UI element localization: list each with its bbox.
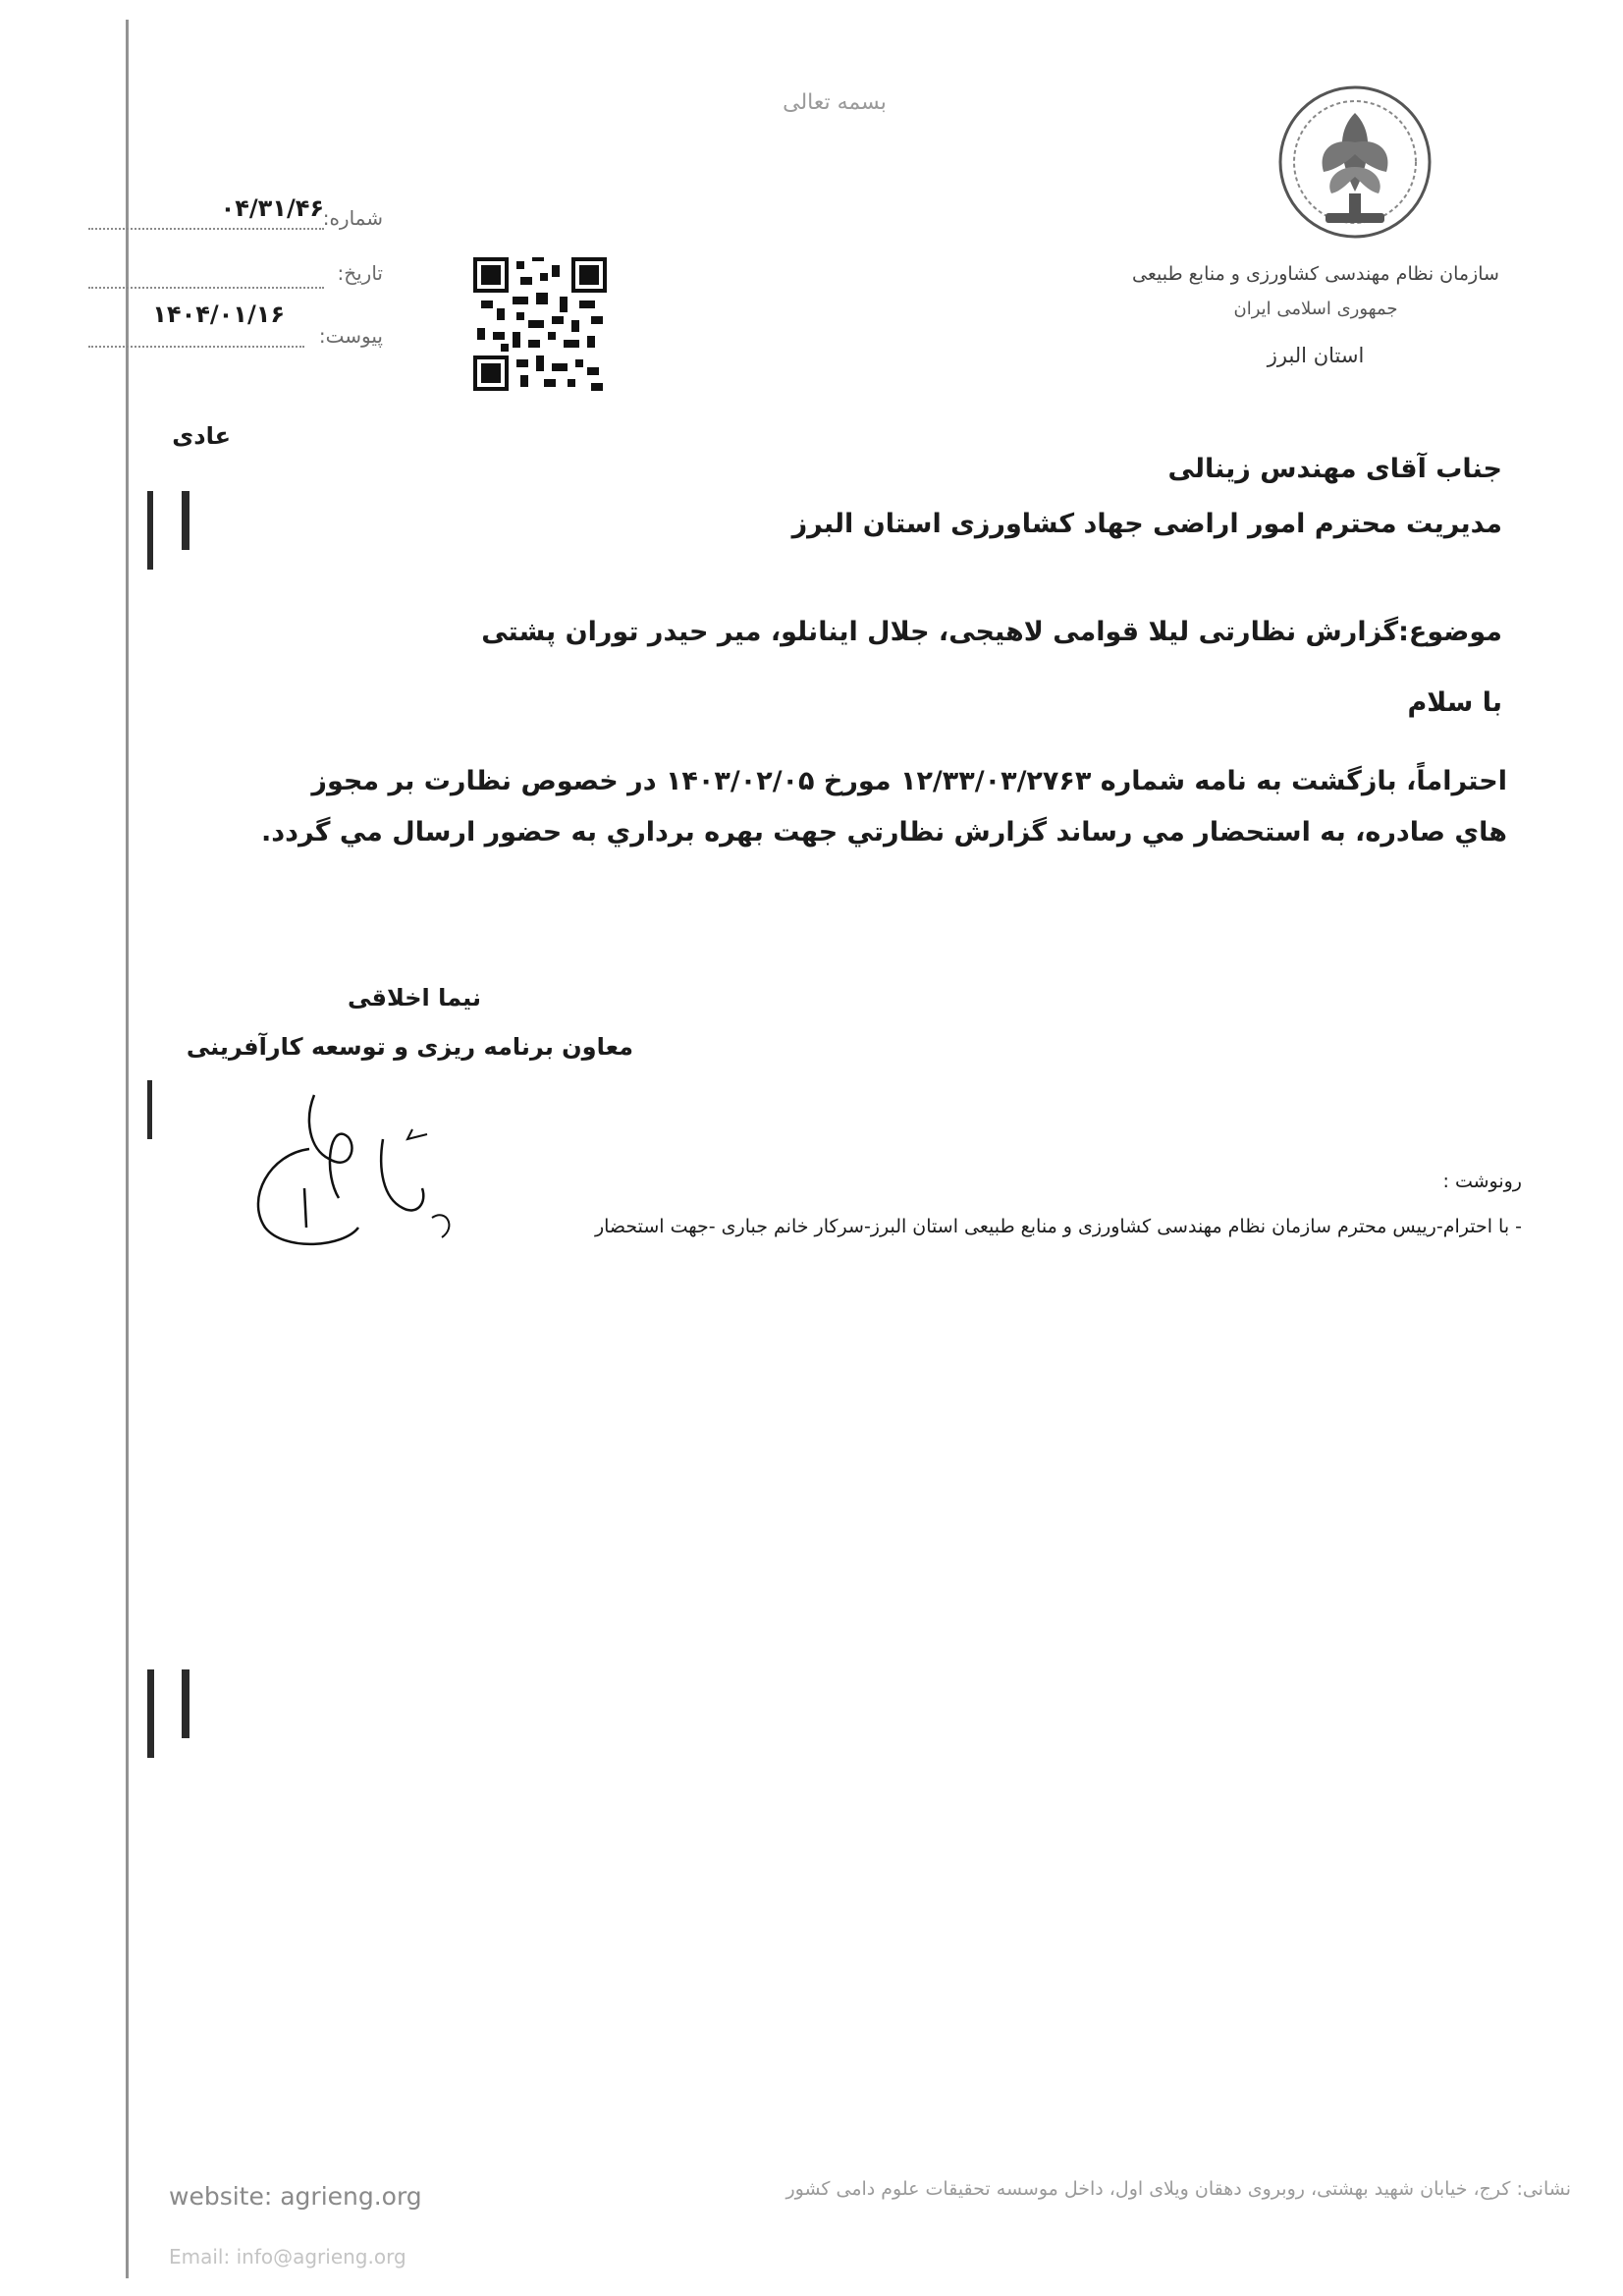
number-line bbox=[88, 228, 324, 230]
addressee-line2: مدیریت محترم امور اراضی جهاد کشاورزی استان البرز bbox=[791, 509, 1502, 539]
org-name-line1: سازمان نظام مهندسی کشاورزی و منابع طبیعی bbox=[1132, 263, 1499, 285]
number-label: شماره: bbox=[322, 206, 383, 230]
body-line2: هاي صادره، به استحضار مي رساند گزارش نظارتي جهت بهره برداري به حضور ارسال مي گردد. bbox=[261, 817, 1507, 847]
scan-artifact-left-3 bbox=[182, 491, 189, 550]
footer-address: نشانی: کرج، خیابان شهید بهشتی، روبروی دهقان ویلای اول، داخل موسسه تحقیقات علوم دامی کشور bbox=[785, 2178, 1571, 2200]
qr-code-icon bbox=[473, 257, 607, 391]
scan-artifact-left bbox=[126, 20, 129, 2278]
addressee-line1: جناب آقای مهندس زینالی bbox=[1167, 454, 1502, 484]
handwritten-signature bbox=[236, 1080, 471, 1277]
greeting: با سلام bbox=[1407, 687, 1502, 718]
date-line bbox=[88, 287, 324, 289]
scan-artifact-left-5 bbox=[182, 1669, 189, 1738]
date-value: ۱۴۰۴/۰۱/۱۶ bbox=[152, 301, 285, 328]
signer-title: معاون برنامه ریزی و توسعه کارآفرینی bbox=[186, 1033, 633, 1061]
attachment-line bbox=[88, 346, 304, 348]
org-logo-emblem-icon bbox=[1276, 83, 1434, 241]
org-name-line2: جمهوری اسلامی ایران bbox=[1233, 299, 1398, 319]
signature-scribble-icon bbox=[236, 1080, 471, 1277]
cc-label: رونوشت : bbox=[1442, 1171, 1522, 1192]
qr-code bbox=[473, 257, 607, 391]
cc-line1: - با احترام-رییس محترم سازمان نظام مهندسی کشاورزی و منابع طبیعی استان البرز-سرکار خانم جباری -جهت استحضار bbox=[594, 1216, 1522, 1237]
org-logo bbox=[1276, 83, 1434, 241]
number-value: ۰۴/۳۱/۴۶ bbox=[220, 194, 324, 222]
body-line1: احتراماً، بازگشت به نامه شماره ۱۲/۳۳/۰۳/۲۷۶۳ مورخ ۱۴۰۳/۰۲/۰۵ در خصوص نظارت بر مجوز bbox=[311, 766, 1507, 796]
footer-email: Email: info@agrieng.org bbox=[169, 2245, 406, 2269]
org-province: استان البرز bbox=[1267, 344, 1365, 367]
attachment-label: پیوست: bbox=[318, 324, 383, 348]
subject-line: موضوع:گزارش نظارتی لیلا قوامی لاهیجی، جلال اینانلو، میر حیدر توران پشتی bbox=[481, 617, 1502, 647]
invocation-text: بسمه تعالی bbox=[783, 90, 887, 115]
scan-artifact-left-6 bbox=[147, 1080, 152, 1139]
scan-artifact-left-4 bbox=[147, 1669, 154, 1758]
date-label: تاریخ: bbox=[337, 261, 383, 285]
scan-artifact-left-2 bbox=[147, 491, 153, 570]
signer-name: نیما اخلاقی bbox=[347, 984, 481, 1011]
priority-text: عادی bbox=[172, 422, 231, 450]
footer-website: website: agrieng.org bbox=[169, 2182, 422, 2211]
